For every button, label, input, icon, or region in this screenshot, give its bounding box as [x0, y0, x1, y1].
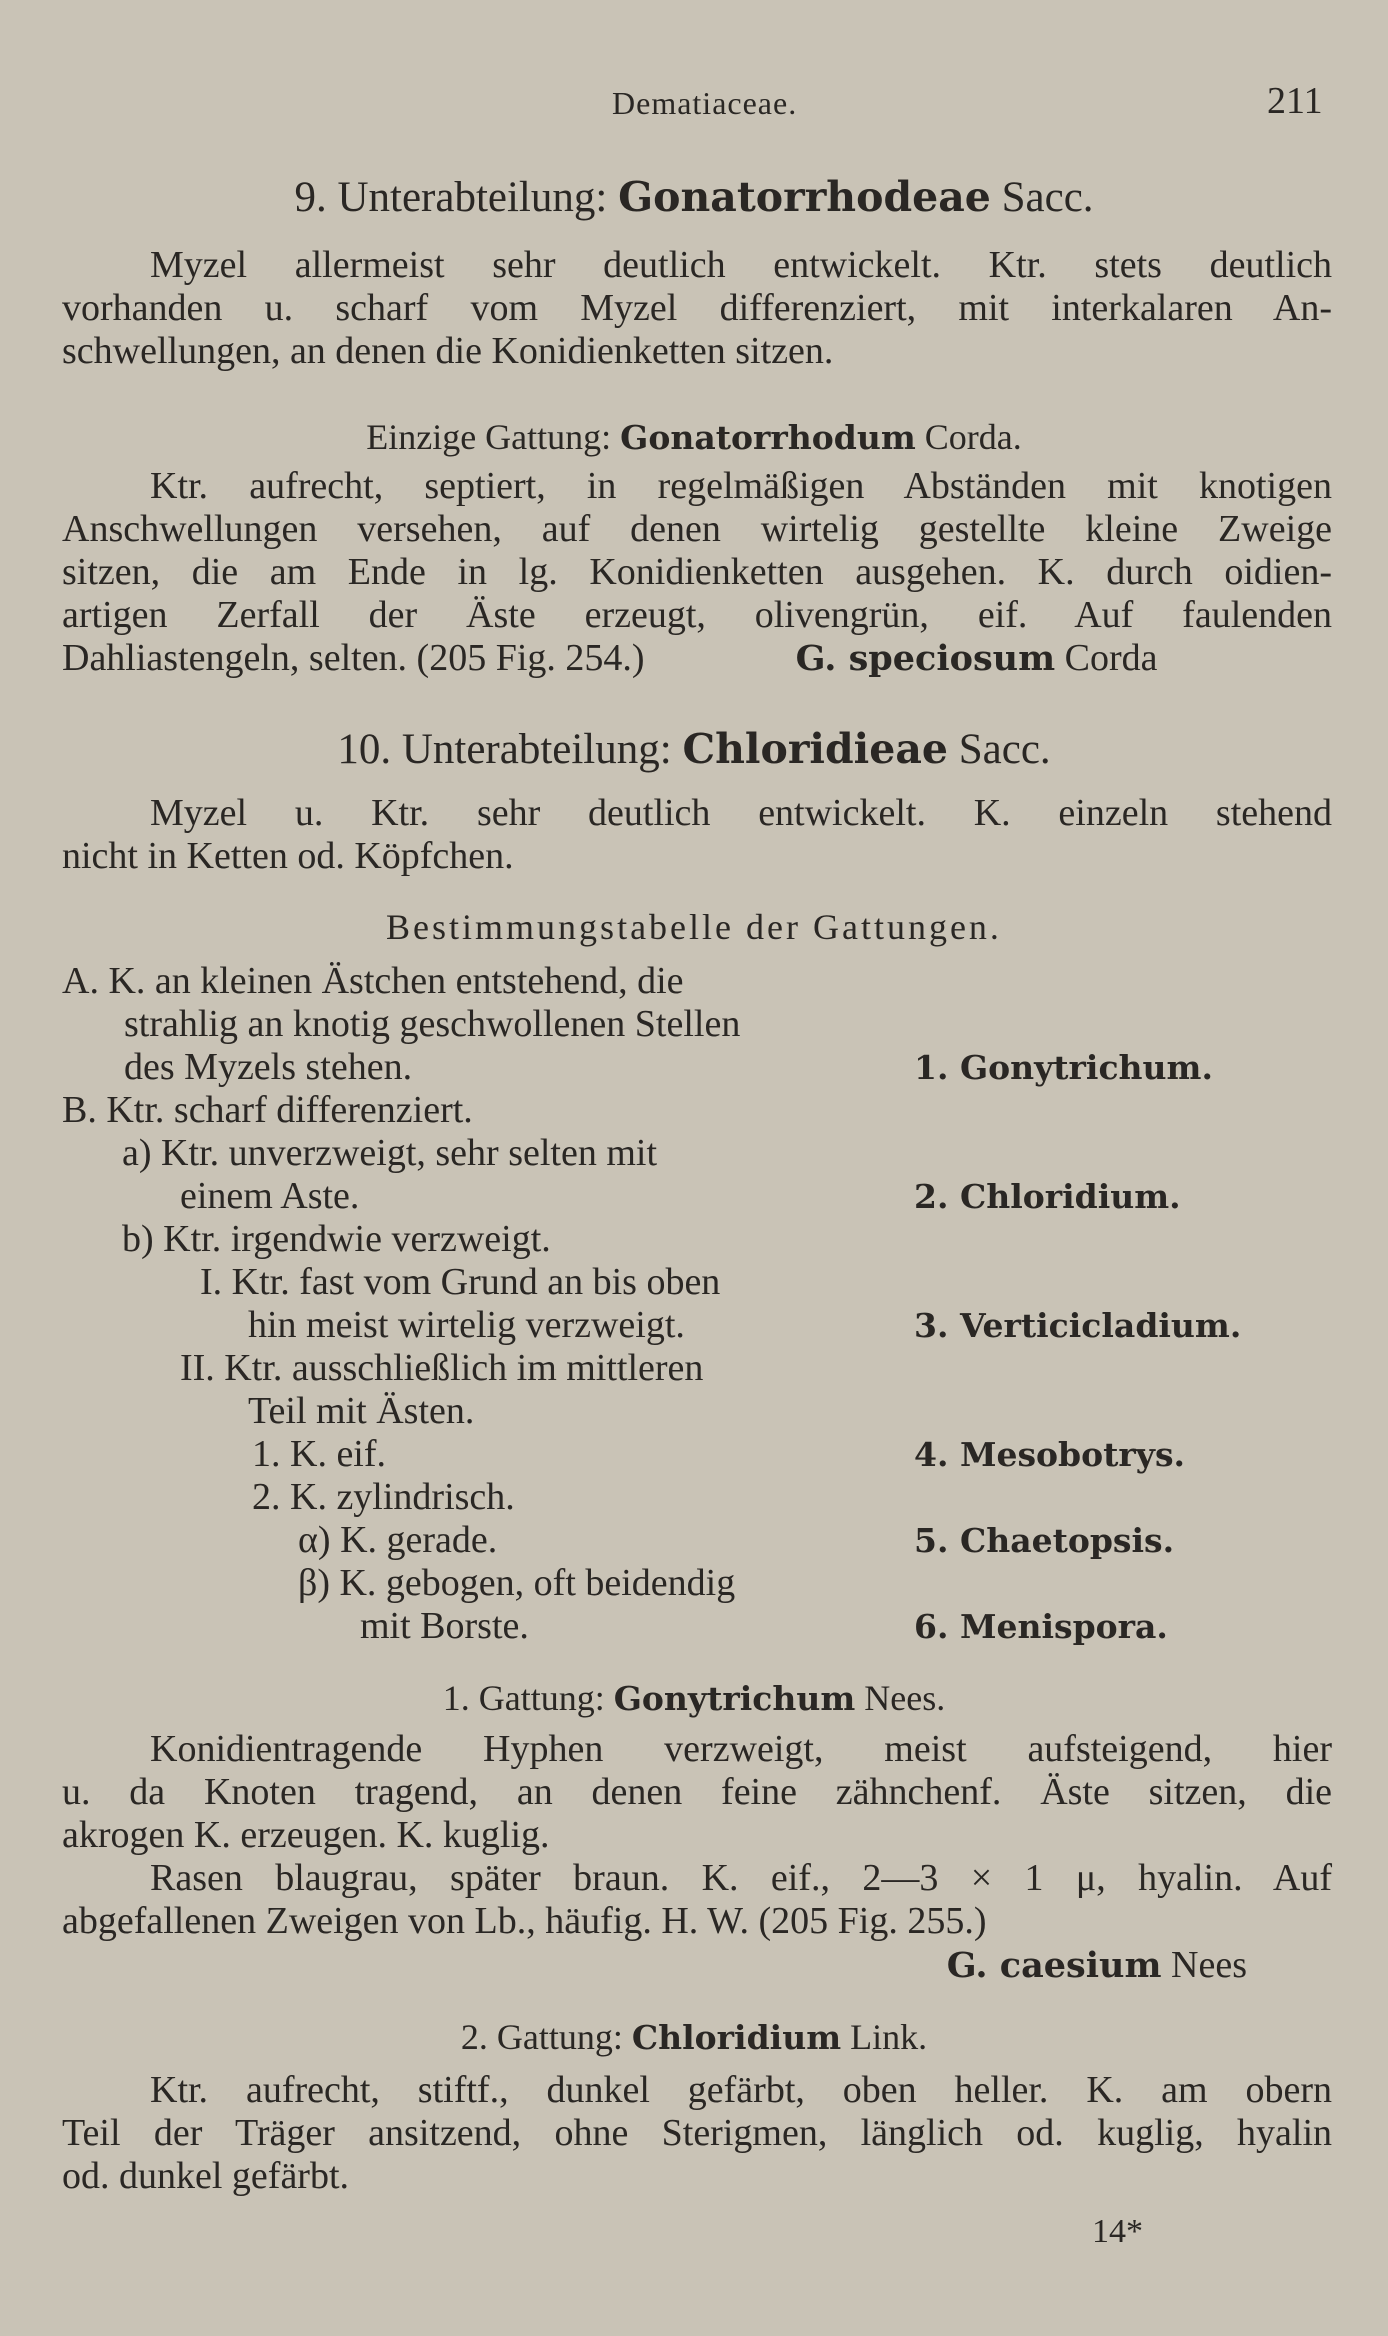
genus-heading-prefix: 1. Gattung: — [442, 1678, 605, 1718]
page-number: 211 — [1267, 80, 1323, 122]
section10-description — [62, 792, 1332, 878]
section10-heading — [0, 725, 1388, 773]
species-name: G. speciosum — [795, 638, 1056, 679]
section9-name: Gonatorrhodeae — [618, 173, 991, 221]
text-line: Konidientragende Hyphen verzweigt, meist aufsteigend, hier — [150, 1728, 1332, 1770]
text-line: Myzel u. Ktr. sehr deutlich entwickelt. K. einzeln stehend — [150, 792, 1332, 834]
genus-name: 4. Mesobotrys. — [914, 1435, 1186, 1474]
text-line: akrogen K. erzeugen. K. kuglig. — [62, 1814, 550, 1856]
text-line: od. dunkel gefärbt. — [62, 2155, 350, 2197]
genus-heading-prefix: Einzige Gattung: — [366, 417, 612, 457]
section9-heading — [0, 173, 1388, 221]
text-line: Myzel allermeist sehr deutlich entwickelt. Ktr. stets deutlich — [150, 244, 1332, 286]
running-header-title: Dematiaceae. — [612, 85, 798, 121]
key-row — [62, 1433, 1332, 1476]
species-author: Corda — [1064, 637, 1158, 679]
key-row-text: B. Ktr. scharf differenziert. — [62, 1089, 473, 1131]
key-row — [62, 1218, 1332, 1261]
key-row — [62, 1519, 1332, 1562]
text-line: nicht in Ketten od. Köpfchen. — [62, 835, 514, 877]
signature-mark: 14* — [1092, 2213, 1143, 2250]
key-row — [62, 960, 1332, 1003]
key-row-text: a) Ktr. unverzweigt, sehr selten mit — [122, 1132, 658, 1174]
genus-gonatorrhodum-heading — [0, 416, 1388, 459]
genus-name: 6. Menispora. — [914, 1607, 1168, 1646]
genus-heading-name: Chloridium — [631, 2018, 842, 2057]
key-row-text: I. Ktr. fast vom Grund an bis oben — [200, 1261, 721, 1303]
key-row — [62, 1132, 1332, 1175]
text-line: artigen Zerfall der Äste erzeugt, olivengrün, eif. Auf faulenden — [62, 594, 1332, 636]
key-row — [62, 1390, 1332, 1433]
key-row — [62, 1089, 1332, 1132]
species-name: G. caesium — [946, 1945, 1162, 1986]
genus1-description — [62, 1728, 1332, 1943]
key-row-result — [914, 1433, 1185, 1476]
key-row-text: b) Ktr. irgendwie verzweigt. — [122, 1218, 551, 1260]
text-line-with-species — [62, 637, 1332, 680]
text-segment: Dahliastengeln, selten. (205 Fig. 254.) — [62, 637, 645, 679]
key-row — [62, 1304, 1332, 1347]
key-row-text: strahlig an knotig geschwollenen Stellen — [124, 1003, 741, 1045]
genus-heading-author: Nees. — [864, 1678, 946, 1718]
section10-author: Sacc. — [958, 726, 1051, 773]
key-row — [62, 1347, 1332, 1390]
genus2-description — [62, 2069, 1332, 2198]
key-title: Bestimmungstabelle der Gattungen. — [386, 907, 1002, 947]
section9-prefix: 9. Unterabteilung: — [294, 174, 608, 221]
genus1-heading — [0, 1677, 1388, 1720]
section9-description — [62, 244, 1332, 373]
text-line: schwellungen, an denen die Konidienketten sitzen. — [62, 330, 834, 372]
key-row — [62, 1605, 1332, 1648]
section10-name: Chloridieae — [682, 725, 948, 773]
genus-name: 5. Chaetopsis. — [914, 1521, 1175, 1560]
text-line: u. da Knoten tragend, an denen feine zähnchenf. Äste sitzen, die — [62, 1771, 1332, 1813]
genus-name: 2. Chloridium. — [914, 1177, 1181, 1216]
genus1-species-line — [62, 1944, 1247, 1987]
genus-gonatorrhodum-description — [62, 465, 1332, 680]
genus-heading-prefix: 2. Gattung: — [460, 2017, 623, 2057]
key-row — [62, 1003, 1332, 1046]
genus-name: 3. Verticicladium. — [914, 1306, 1242, 1345]
key-row-result — [914, 1304, 1241, 1347]
text-line: sitzen, die am Ende in lg. Konidienketten ausgehen. K. durch oidien- — [62, 551, 1332, 593]
text-line: abgefallenen Zweigen von Lb., häufig. H. W. (205 Fig. 255.) — [62, 1900, 987, 1942]
key-row-text: des Myzels stehen. — [124, 1046, 413, 1088]
section9-author: Sacc. — [1001, 174, 1094, 221]
species-author: Nees — [1171, 1944, 1247, 1986]
determination-key — [62, 960, 1332, 1648]
key-row — [62, 1562, 1332, 1605]
key-row-text: α) K. gerade. — [298, 1519, 498, 1561]
key-row-text: β) K. gebogen, oft beidendig — [298, 1562, 736, 1604]
key-row-result — [914, 1046, 1213, 1089]
key-row-text: einem Aste. — [180, 1175, 360, 1217]
genus-name: 1. Gonytrichum. — [914, 1048, 1213, 1087]
key-row-text: II. Ktr. ausschließlich im mittleren — [180, 1347, 704, 1389]
key-row-text: 2. K. zylindrisch. — [252, 1476, 515, 1518]
text-line: Rasen blaugrau, später braun. K. eif., 2—3 × 1 μ, hyalin. Auf — [150, 1857, 1332, 1899]
genus-heading-name: Gonytrichum — [613, 1679, 856, 1718]
text-line: vorhanden u. scharf vom Myzel differenziert, mit interkalaren An- — [62, 287, 1332, 329]
key-row — [62, 1046, 1332, 1089]
key-row-text: mit Borste. — [360, 1605, 529, 1647]
key-row-result — [914, 1175, 1181, 1218]
key-row — [62, 1175, 1332, 1218]
key-row — [62, 1261, 1332, 1304]
key-row-result — [914, 1519, 1174, 1562]
section10-prefix: 10. Unterabteilung: — [337, 726, 672, 773]
genus2-heading — [0, 2016, 1388, 2059]
genus-heading-author: Link. — [850, 2017, 928, 2057]
key-row-text: A. K. an kleinen Ästchen entstehend, die — [62, 960, 684, 1002]
text-line: Teil der Träger ansitzend, ohne Sterigmen, länglich od. kuglig, hyalin — [62, 2112, 1332, 2154]
text-line: Ktr. aufrecht, septiert, in regelmäßigen Abständen mit knotigen — [150, 465, 1332, 507]
genus-heading-name: Gonatorrhodum — [620, 418, 916, 457]
key-row-text: Teil mit Ästen. — [248, 1390, 475, 1432]
genus-heading-author: Corda. — [924, 417, 1022, 457]
key-row-text: hin meist wirtelig verzweigt. — [248, 1304, 685, 1346]
text-line: Ktr. aufrecht, stiftf., dunkel gefärbt, oben heller. K. am obern — [150, 2069, 1332, 2111]
key-row-result — [914, 1605, 1168, 1648]
key-row — [62, 1476, 1332, 1519]
text-line: Anschwellungen versehen, auf denen wirtelig gestellte kleine Zweige — [62, 508, 1332, 550]
key-row-text: 1. K. eif. — [252, 1433, 387, 1475]
